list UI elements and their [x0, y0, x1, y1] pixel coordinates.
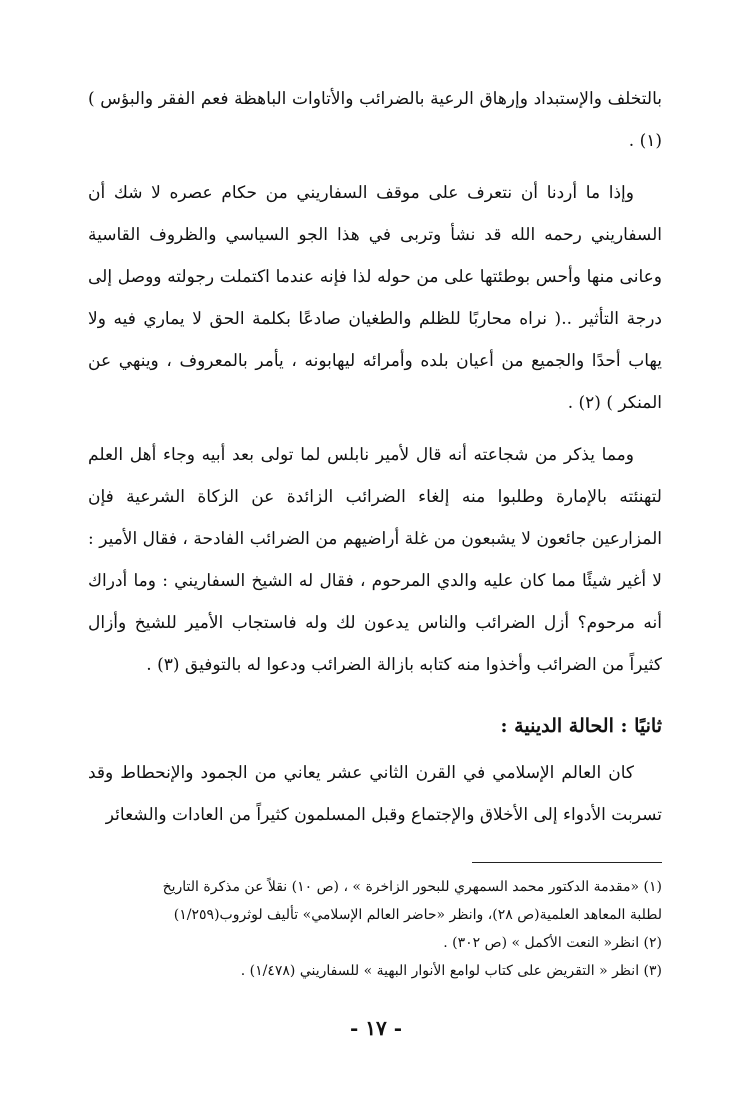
footnote-3: (٣) انظر « التقريض على كتاب لوامع الأنوار البهية » للسفاريني (١/٤٧٨) .: [240, 963, 662, 979]
body-text: [88, 78, 662, 686]
footnote-1-continued: لطلبة المعاهد العلمية(ص ٢٨)، وانظر «حاضر العالم الإسلامي» تأليف لوثروب(١/٢٥٩): [173, 907, 662, 923]
paragraph-courage-story: ومما يذكر من شجاعته أنه قال لأمير نابلس لما تولى بعد أبيه وجاء أهل العلم لتهنئته بالإمارة وطلبوا منه إلغاء الضرائب الزائدة عن الزكاة الشرعية فإن المزارعين جائعون لا يشبعون من غلة أراضيهم من الضرائب الفادحة ، فقال الأمير : لا أغير شيئًا مما كان عليه والدي المرحوم ، فقال له الشيخ السفاريني : وما أدراك أنه مرحوم؟ أزل الضرائب والناس يدعون لك وله فاستجاب الأمير للشيخ وأزال كثيراً من الضرائب وأخذوا منه كتابه بازالة الضرائب ودعوا له بالتوفيق (٣) .: [88, 445, 662, 675]
footnotes: [88, 873, 662, 985]
footnote-divider: [472, 862, 662, 863]
footnote-1: (١) «مقدمة الدكتور محمد السمهري للبحور الزاخرة » ، (ص ١٠) نقلاً عن مذكرة التاريخ: [162, 879, 662, 895]
footnote-2: (٢) انظر« النعت الأكمل » (ص ٣٠٢) .: [443, 935, 662, 951]
paragraph-safarini-position: وإذا ما أردنا أن نتعرف على موقف السفاريني من حكام عصره لا شك أن السفاريني رحمه الله قد نشأ وتربى في هذا الجو السياسي والظروف القاسية وعانى منها وأحس بوطئتها على من حوله لذا فإنه عندما اكتملت رجولته ووصل إلى درجة التأثير ..( نراه محاربًا للظلم والطغيان صادعًا بكلمة الحق لا يماري فيه ولا يهاب أحدًا والجميع من أعيان بلده وأمرائه ليهابونه ، يأمر بالمعروف ، وينهي عن المنكر ) (٢) .: [88, 183, 662, 413]
paragraph-continuation: بالتخلف والإستبداد وإرهاق الرعية بالضرائب والأتاوات الباهظة فعم الفقر والبؤس ) (١) .: [88, 89, 662, 151]
paragraph-religious-state: كان العالم الإسلامي في القرن الثاني عشر يعاني من الجمود والإنحطاط وقد تسربت الأدواء إلى الأخلاق والإجتماع وقبل المسلمون كثيراً من العادات والشعائر: [88, 763, 662, 825]
page-number: - ١٧ -: [349, 1016, 402, 1040]
body-text-religious: [88, 752, 662, 836]
section-heading: ثانيًا : الحالة الدينية :: [500, 715, 662, 737]
